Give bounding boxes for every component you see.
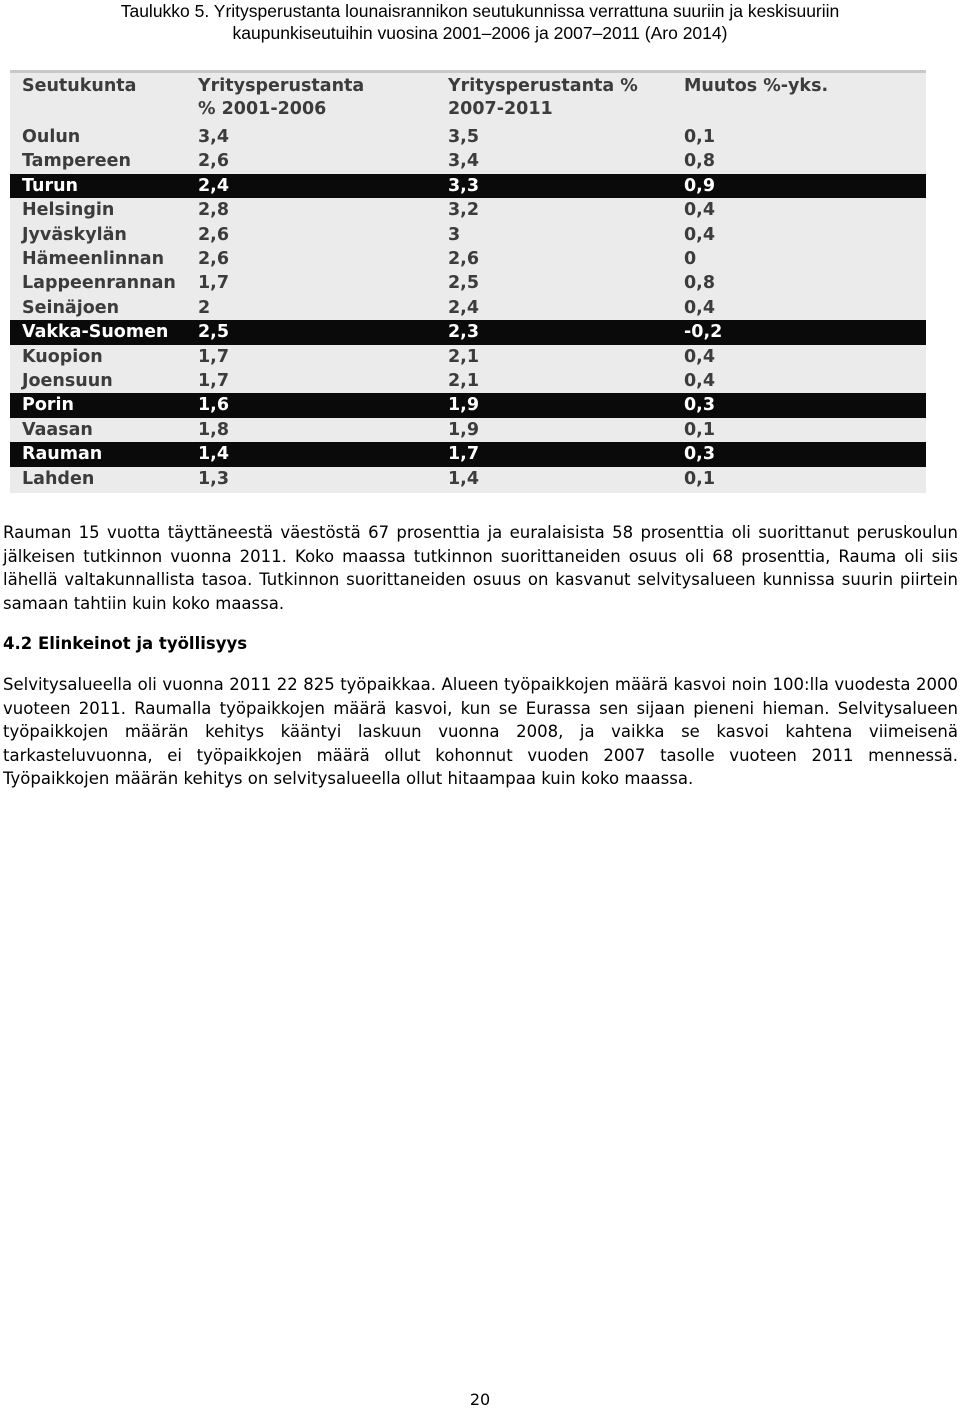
table-cell-value: 1,7 xyxy=(448,444,480,465)
paragraph-education: Rauman 15 vuotta täyttäneestä väestöstä 67 prosenttia ja euralaisista 58 prosenttia oli suorittanut peruskoulun jälkeisen tutkinnon vuonna 2011. Koko maassa tutkinnon suorittaneiden osuus oli 68 prosenttia, Rauma oli siis lähellä valtakunnallista tasoa. Tutkinnon suorittaneiden osuus on kasvanut selvitysalueen kunnissa suurin piirtein samaan tahtiin kuin koko maassa. xyxy=(3,523,958,613)
table-row xyxy=(10,418,926,442)
header-2001-2006 xyxy=(198,75,364,121)
page-number: 20 xyxy=(469,1390,491,1409)
table-cell-region: Helsingin xyxy=(22,200,115,221)
table-cell-value: 3,2 xyxy=(448,200,480,221)
table-cell-value: 0,1 xyxy=(684,127,716,147)
caption-line-1: Taulukko 5. Yritysperustanta lounaisrannikon seutukunnissa verrattuna suuriin ja keskisuuriin xyxy=(120,1,840,21)
table-cell-value: 1,3 xyxy=(198,468,230,489)
table-cell-value: 2,6 xyxy=(198,151,230,172)
table-cell-value: 2,1 xyxy=(448,346,480,367)
table-cell-region: Tampereen xyxy=(22,151,131,172)
table-header-row xyxy=(10,73,926,121)
table-cell-value: 3,4 xyxy=(198,127,230,147)
table-row xyxy=(10,125,926,149)
table-cell-value: 2,4 xyxy=(448,297,480,318)
table-cell-region: Vakka-Suomen xyxy=(22,322,169,343)
table-row xyxy=(10,393,926,417)
table-cell-value: 0 xyxy=(684,249,697,269)
table-cell-value: 2,1 xyxy=(448,371,480,391)
table-cell-value: 1,9 xyxy=(448,419,480,440)
table-cell-region: Lahden xyxy=(22,468,95,489)
table-cell-value: 0,1 xyxy=(684,468,716,489)
table-cell-value: 0,4 xyxy=(684,346,716,367)
table-cell-value: 1,6 xyxy=(198,395,230,416)
table-cell-region: Kuopion xyxy=(22,346,103,367)
table-cell-value: 2,6 xyxy=(198,249,230,269)
table-cell-value: 0,3 xyxy=(684,444,716,465)
table-cell-value: 2,5 xyxy=(198,322,230,343)
table-cell-value: 2,8 xyxy=(198,200,230,221)
table-cell-value: 0,8 xyxy=(684,273,716,294)
table-caption xyxy=(0,0,960,44)
table-cell-region: Rauman xyxy=(22,444,103,465)
table-cell-region: Turun xyxy=(22,175,79,196)
table-cell-value: -0,2 xyxy=(684,322,723,343)
table-cell-value: 1,7 xyxy=(198,273,230,294)
table-cell-value: 0,1 xyxy=(684,419,716,440)
table-cell-value: 2 xyxy=(198,297,211,318)
header-muutos xyxy=(684,75,828,98)
table-cell-value: 3,3 xyxy=(448,175,480,196)
table-row xyxy=(10,149,926,173)
table-row xyxy=(10,223,926,247)
table-cell-value: 1,8 xyxy=(198,419,230,440)
table-cell-value: 0,3 xyxy=(684,395,716,416)
header-2001-2006-line1: Yritysperustanta xyxy=(198,76,365,96)
table-cell-region: Hämeenlinnan xyxy=(22,249,165,269)
caption-line-2: kaupunkiseutuihin vuosina 2001–2006 ja 2007–2011 (Aro 2014) xyxy=(232,23,728,43)
header-2007-2011-line2: 2007-2011 xyxy=(448,99,553,119)
table-row xyxy=(10,174,926,198)
header-2001-2006-line2: % 2001-2006 xyxy=(198,99,327,119)
table-cell-value: 2,6 xyxy=(198,224,230,245)
data-table xyxy=(10,70,926,493)
table-cell-value: 0,4 xyxy=(684,371,716,391)
section-heading: 4.2 Elinkeinot ja työllisyys xyxy=(3,634,248,653)
table-row xyxy=(10,369,926,393)
table-cell-value: 1,4 xyxy=(448,468,480,489)
table-row xyxy=(10,320,926,344)
table-row xyxy=(10,467,926,491)
table-cell-value: 1,9 xyxy=(448,395,480,416)
table-row xyxy=(10,271,926,295)
table-cell-value: 1,7 xyxy=(198,346,230,367)
table-cell-region: Jyväskylän xyxy=(22,224,127,245)
table-cell-value: 0,4 xyxy=(684,224,716,245)
header-2007-2011-line1: Yritysperustanta % xyxy=(448,76,638,96)
table-cell-value: 3,5 xyxy=(448,127,480,147)
table-cell-value: 0,4 xyxy=(684,200,716,221)
table-cell-value: 3,4 xyxy=(448,151,480,172)
header-2007-2011 xyxy=(448,75,638,121)
table-row xyxy=(10,198,926,222)
table-row xyxy=(10,296,926,320)
table-cell-value: 1,4 xyxy=(198,444,230,465)
table-cell-region: Porin xyxy=(22,395,74,416)
table-cell-value: 0,9 xyxy=(684,175,716,196)
table-cell-region: Joensuun xyxy=(22,371,113,391)
table-cell-region: Vaasan xyxy=(22,419,93,440)
table-cell-region: Oulun xyxy=(22,127,81,147)
table-cell-value: 2,4 xyxy=(198,175,230,196)
table-row xyxy=(10,345,926,369)
table-cell-value: 2,6 xyxy=(448,249,480,269)
table-cell-value: 0,4 xyxy=(684,297,716,318)
table-cell-region: Lappeenrannan xyxy=(22,273,176,294)
table-cell-region: Seinäjoen xyxy=(22,297,120,318)
header-muutos-line1: Muutos %-yks. xyxy=(684,76,829,96)
table-cell-value: 2,3 xyxy=(448,322,480,343)
table-cell-value: 1,7 xyxy=(198,371,230,391)
header-seutukunta xyxy=(22,75,137,98)
table-cell-value: 0,8 xyxy=(684,151,716,172)
table-cell-value: 3 xyxy=(448,224,461,245)
header-seutukunta-line1: Seutukunta xyxy=(22,76,137,96)
table-row xyxy=(10,247,926,271)
table-cell-value: 2,5 xyxy=(448,273,480,294)
table-row xyxy=(10,442,926,466)
paragraph-employment: Selvitysalueella oli vuonna 2011 22 825 työpaikkaa. Alueen työpaikkojen määrä kasvoi noin 100:lla vuodesta 2000 vuoteen 2011. Raumalla työpaikkojen määrä kasvoi, kun se Eurassa sen sijaan pieneni hieman. Selvitysalueen työpaikkojen määrän kehitys kääntyi laskuun vuonna 2008, ja vaikka se kasvoi kahtena viimeisenä tarkasteluvuonna, ei työpaikkojen määrä ollut kohonnut vuoden 2007 tasolle vuoteen 2011 mennessä. Työpaikkojen määrän kehitys on selvitysalueella ollut hitaampaa kuin koko maassa. xyxy=(3,675,958,789)
